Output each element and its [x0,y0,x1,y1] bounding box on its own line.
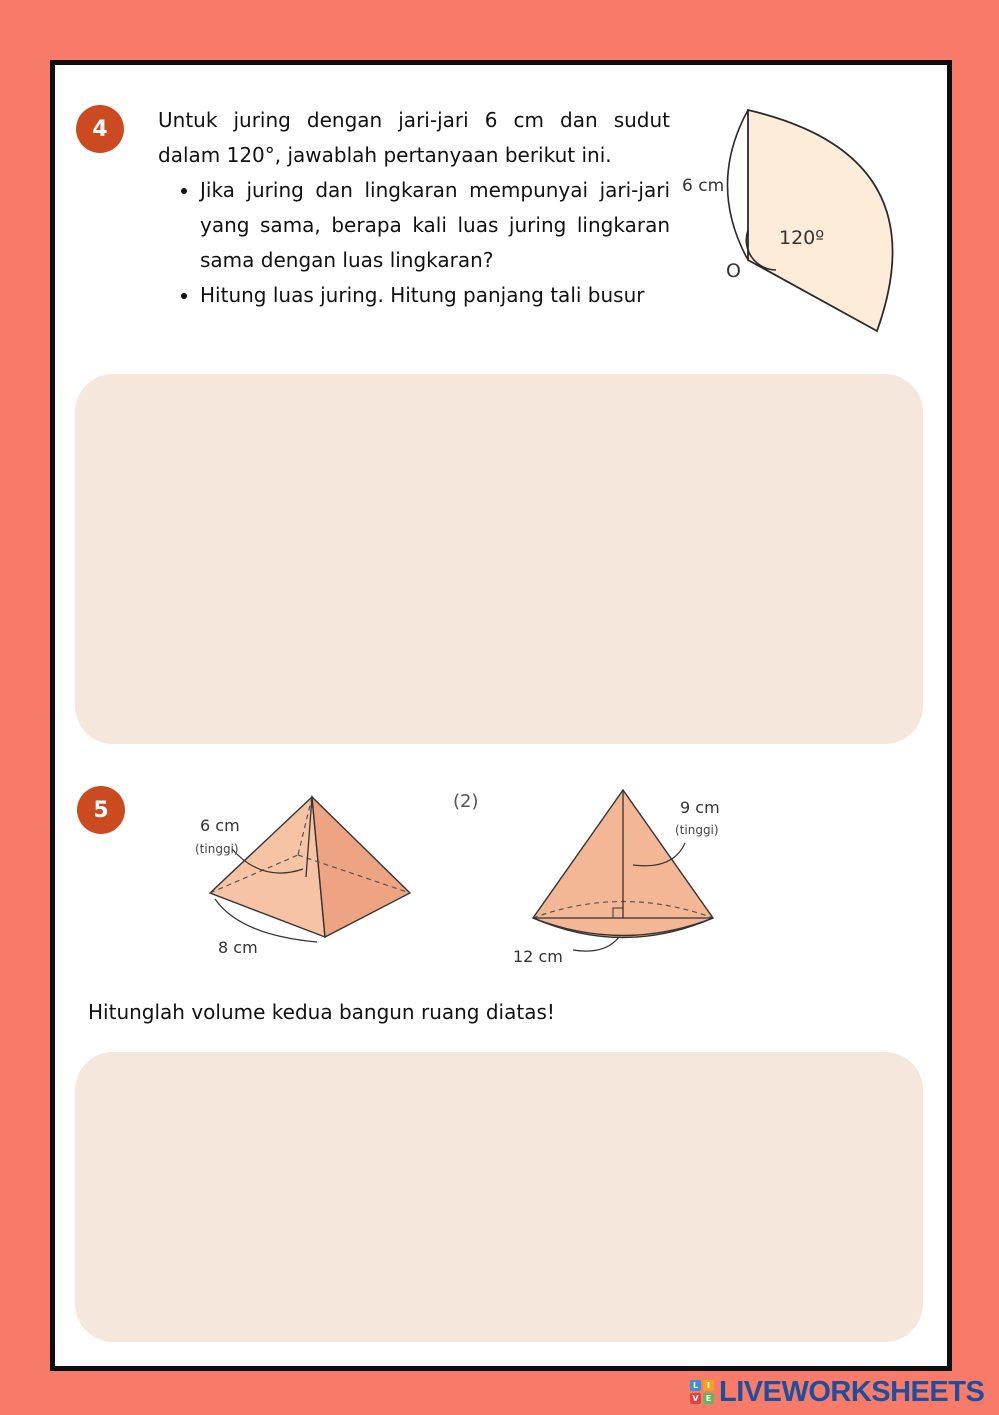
sector-center-label: O [726,260,741,282]
sector-radius-label: 6 cm [682,176,725,196]
logo-letter-e: E [703,1393,714,1404]
logo-letter-i: I [703,1380,714,1391]
question-5-number: 5 [93,797,109,823]
question-4-number: 4 [92,116,108,142]
question-4-bullets [158,173,670,313]
question-4-text [158,103,670,313]
pyramid-height-label: 6 cm [200,816,240,835]
logo-letter-l: L [690,1380,701,1391]
sector-dashed-arc [728,110,749,260]
question-4-intro: Untuk juring dengan jari-jari 6 cm dan sudut dalam 120°, jawablah pertanyaan berikut ini. [158,108,670,167]
pyramid-right-face [312,797,410,937]
answer-box-4[interactable] [75,374,923,744]
brand-logo-icon [690,1380,714,1404]
pyramid-base-label: 8 cm [218,938,258,957]
question-4-bullet-1: • Jika juring dan lingkaran mempunyai jari-jari yang sama, berapa kali luas juring lingkaran sama dengan luas lingkaran? [200,173,670,278]
answer-box-5[interactable] [75,1052,923,1342]
pyramid-height-note: (tinggi) [195,842,239,856]
logo-letter-v: V [690,1393,701,1404]
sector-figure [665,95,915,345]
liveworksheets-brand[interactable] [690,1375,984,1409]
cone-diameter-label: 12 cm [513,947,563,966]
cone-figure [445,777,775,977]
question-5-badge [77,786,125,834]
sector-shape [748,110,893,331]
question-4-badge [76,105,124,153]
question-5-instruction: Hitunglah volume kedua bangun ruang diatas! [88,1000,555,1024]
sector-angle-label: 120º [779,227,825,249]
cone-height-label: 9 cm [680,798,720,817]
pyramid-figure [180,777,425,977]
figure-2-label: (2) [453,791,479,812]
cone-height-note: (tinggi) [675,823,719,837]
cone-diameter-pointer [573,937,619,951]
worksheet-page [50,60,952,1371]
brand-name: LIVEWORKSHEETS [719,1375,985,1408]
question-4-bullet-2: • Hitung luas juring. Hitung panjang tali busur [200,278,670,313]
